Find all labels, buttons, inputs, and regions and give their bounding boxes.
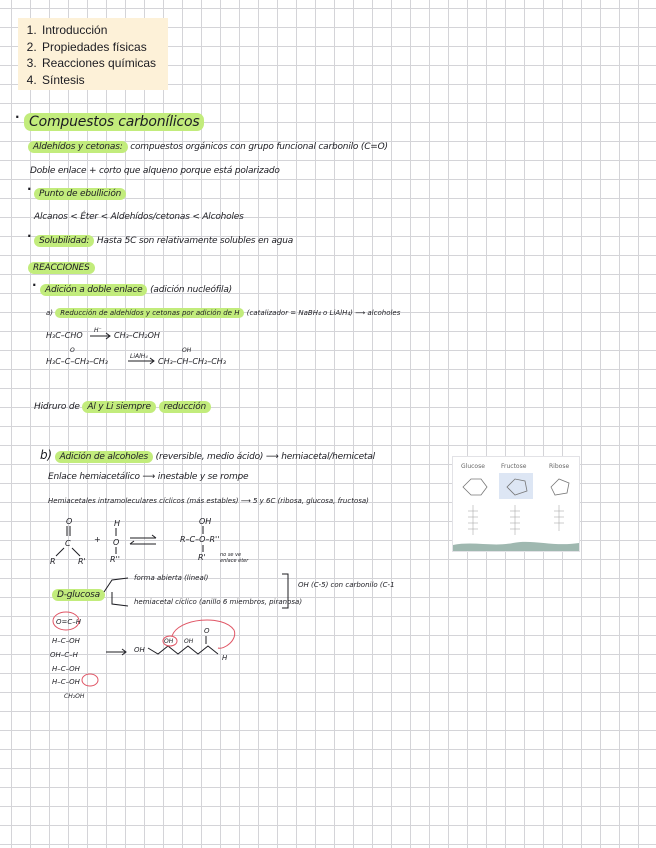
boiling-point-heading [34, 189, 126, 199]
chain-oh-3: OH [184, 638, 194, 645]
card-label-glucose: Glucose [461, 463, 485, 470]
eq2-top-right: OH [182, 347, 192, 354]
bracket-note: OH (C-5) con carbonilo (C-1 [298, 581, 395, 589]
fischer-row-6: CH₂OH [64, 693, 85, 700]
sugar-structures-image[interactable] [452, 456, 580, 552]
eq2-top-left: O [70, 347, 75, 354]
fischer-row-5: H–C–OH [52, 678, 80, 686]
definition-label: Aldehídos y cetonas: [28, 141, 128, 153]
alcohol-addition-line [40, 448, 375, 462]
mech-r3: R'' [110, 555, 120, 564]
fischer-columns [468, 505, 564, 535]
notes-title [24, 114, 204, 130]
mech-carbon: C [65, 539, 71, 548]
hydride-label: Al y Li siempre [82, 401, 156, 413]
definition-text: compuestos orgánicos con grupo funcional carbonilo (C=O) [130, 142, 388, 152]
ribose-ring [551, 479, 569, 495]
card-label-ribose: Ribose [549, 463, 570, 470]
glucose-ring [463, 479, 487, 495]
fischer-row-1: O=C–H [56, 618, 82, 626]
chain-o: O [204, 627, 210, 635]
mech-plus: + [94, 535, 101, 544]
eq1-left: H₃C–CHO [46, 331, 83, 340]
branch-cyclic-form: hemiacetal cíclico (anillo 6 miembros, piranosa) [134, 598, 303, 606]
glucose-fischer-projection [48, 610, 248, 706]
mech-product-r: R' [198, 553, 206, 562]
mech-product: R–C–O–R'' [180, 535, 220, 544]
fructose-highlight [499, 473, 533, 499]
double-bond-note: Doble enlace + corto que alqueno porque está polarizado [30, 166, 280, 176]
glucose-brace [104, 578, 128, 606]
eq2-reagent: LiAlH₄ [130, 353, 148, 360]
mech-h: H [114, 519, 121, 528]
reduction-equations [44, 322, 284, 374]
hydride-reduction: reducción [159, 401, 211, 413]
table-of-contents [18, 18, 168, 90]
glucose-label: D-glucosa [52, 589, 105, 601]
solubility-text: Hasta 5C son relativamente solubles en agua [96, 236, 294, 246]
reduction-label: Reducción de aldehídos y cetonas por adición de H [55, 308, 244, 318]
fischer-row-3: OH–C–H [50, 651, 78, 659]
toc-item-introduccion[interactable]: 1. Introducción [40, 22, 168, 39]
adicion-line [40, 285, 232, 295]
reduction-prefix: a) [46, 309, 54, 317]
adicion-text: (adición nucleófila) [150, 285, 232, 295]
reduction-line [46, 309, 400, 317]
eq1-right: CH₃–CH₂OH [114, 331, 160, 340]
hemiacetal-bond-line: Enlace hemiacetálico ⟶ inestable y se rompe [48, 472, 249, 482]
eq2-left: H₃C–C–CH₂–CH₃ [46, 357, 109, 366]
zigzag-chain [148, 646, 218, 654]
mech-alcohol-o: O [113, 538, 120, 547]
toc-item-reacciones[interactable]: 3. Reacciones químicas [40, 55, 168, 72]
mech-equilibrium-arrows [130, 535, 156, 544]
alcohol-prefix: b) [40, 448, 52, 462]
chain-oh-2: OH [164, 638, 174, 645]
boiling-point-label: Punto de ebullición [34, 188, 126, 200]
reacciones-label: REACCIONES [28, 262, 95, 274]
mech-r1: R [50, 557, 56, 566]
card-bottom-wave [453, 542, 579, 551]
chain-h: H [222, 654, 228, 662]
boiling-point-order: Alcanos < Éter < Aldehídos/cetonas < Alcoholes [34, 212, 244, 222]
bullet-dot: · [27, 229, 32, 243]
hemiacetal-cyclic-line: Hemiacetales intramoleculares cíclicos (más estables) ⟶ 5 y 6C (ribosa, glucosa, fructosa) [48, 497, 369, 505]
sugar-structures-figure [453, 457, 579, 551]
bullet-dot: · [15, 110, 20, 124]
fischer-row-2: H–C–OH [52, 637, 80, 645]
c5-oh-circle [82, 674, 98, 686]
eq2-right: CH₃–CH–CH₂–CH₃ [158, 357, 227, 366]
title-highlight: Compuestos carbonílicos [24, 113, 204, 131]
fischer-row-4: H–C–OH [52, 665, 80, 673]
toc-item-propiedades[interactable]: 2. Propiedades físicas [40, 39, 168, 56]
toc-item-sintesis[interactable]: 4. Síntesis [40, 72, 168, 89]
bullet-dot: · [27, 182, 32, 196]
hemiacetal-mechanism [44, 514, 284, 570]
branch-open-form: forma abierta (lineal) [134, 574, 209, 582]
alcohol-label: Adición de alcoholes [55, 451, 153, 463]
solubility-label: Solubilidad: [34, 235, 94, 247]
chain-oh-1: OH [134, 646, 145, 654]
hydride-text: Hidruro de [34, 402, 80, 412]
eq1-reagent: H⁻ [94, 327, 102, 334]
card-label-fructose: Fructose [501, 463, 527, 470]
reacciones-heading [28, 263, 95, 273]
adicion-label: Adición a doble enlace [40, 284, 147, 296]
mech-bond-left [56, 548, 64, 556]
mech-bond-right [72, 548, 80, 556]
mech-carbonyl-o: O [66, 517, 73, 526]
solubility-line [34, 236, 293, 246]
mech-note-2: enlace éter [220, 558, 249, 564]
reduction-text: (catalizador = NaBH₄ o LiAlH₄) ⟶ alcoholes [246, 309, 401, 317]
definition-line [28, 142, 388, 152]
alcohol-text: (reversible, medio ácido) ⟶ hemiacetal/hemicetal [155, 452, 375, 462]
hydride-line [34, 402, 211, 412]
bullet-dot: · [32, 278, 37, 292]
mech-r2: R' [78, 557, 86, 566]
mech-note: no se ve [220, 552, 242, 558]
mech-product-oh: OH [199, 517, 212, 526]
